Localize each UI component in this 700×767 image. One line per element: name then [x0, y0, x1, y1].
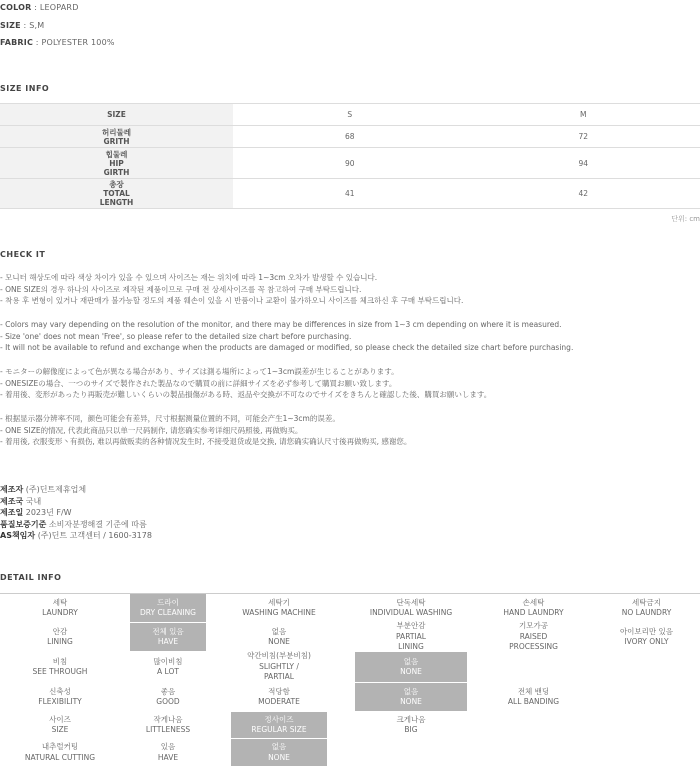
detail-label-en: SIZE	[52, 725, 69, 736]
detail-option	[593, 712, 700, 738]
table-row	[0, 179, 700, 209]
detail-label-en: A LOT	[157, 667, 179, 678]
fabric-value: POLYESTER 100%	[41, 38, 114, 47]
detail-label-ko: 정사이즈	[265, 715, 294, 726]
detail-option	[130, 739, 206, 766]
detail-option	[593, 683, 700, 711]
check-line: - Colors may vary depending on the resolution of the monitor, and there may be differences in size from 1~3 cm depending on where it is measured.	[0, 319, 573, 331]
detail-label-en: PROCESSING	[509, 642, 558, 653]
detail-label-ko: 손세탁	[523, 598, 545, 609]
detail-label-ko: 안감	[53, 627, 68, 638]
detail-label-ko: 기모가공	[519, 621, 548, 632]
detail-label-en: INDIVIDUAL WASHING	[370, 608, 452, 619]
detail-label-en: GOOD	[156, 697, 179, 708]
detail-label-en: LAUNDRY	[42, 608, 78, 619]
detail-category	[0, 594, 120, 622]
detail-option	[130, 683, 206, 711]
detail-label-ko: 없음	[404, 687, 419, 698]
table-row	[0, 148, 700, 179]
detail-label-en: RAISED	[520, 632, 548, 643]
detail-option	[130, 712, 206, 738]
detail-label-en: NONE	[268, 637, 290, 648]
size-header-label: SIZE	[0, 104, 233, 126]
detail-label-ko: 내추럴커팅	[42, 742, 78, 753]
detail-label-ko: 아이보리만 있음	[620, 627, 673, 638]
detail-row	[0, 739, 700, 767]
detail-label-ko: 드라이	[157, 598, 179, 609]
size-info-title: SIZE INFO	[0, 84, 49, 93]
detail-option	[471, 739, 596, 766]
detail-option	[231, 594, 327, 622]
detail-label-ko: 약간비침(부분비침)	[247, 651, 311, 662]
row-label-en: LENGTH	[0, 198, 233, 207]
cell-m: 94	[467, 148, 700, 179]
detail-option	[593, 623, 700, 651]
detail-option-selected	[355, 683, 467, 711]
detail-label-en: WASHING MACHINE	[242, 608, 315, 619]
size-header-s: S	[233, 104, 467, 126]
row-label	[0, 179, 233, 209]
check-line: - ONE SIZE的情况, 代表此商品只以单一尺码制作, 请您确实参考详细尺码照後, 再做购买。	[0, 425, 411, 437]
check-line: - 着用後, 衣服变形丶有损伤, 难以再做贩卖的各种情况发生时, 不接受退货或是交换, 请您确实确认尺寸後再做购买, 感谢您。	[0, 436, 411, 448]
cell-m: 72	[467, 126, 700, 148]
check-chinese	[0, 413, 411, 448]
detail-label-en: NONE	[268, 753, 290, 764]
detail-grid	[0, 593, 700, 767]
maker-line	[0, 507, 152, 519]
detail-label-en: SEE THROUGH	[33, 667, 88, 678]
detail-label-en: PARTIAL	[396, 632, 426, 643]
detail-option	[593, 594, 700, 622]
detail-row	[0, 712, 700, 739]
check-line: - Size 'one' does not mean 'Free', so please refer to the detailed size chart before purchasing.	[0, 331, 573, 343]
check-line: - ONESIZEの場合、一つのサイズで製作された製品なので購買の前に詳細サイズを必ず参考して購買お願い致します。	[0, 378, 491, 390]
detail-label-en: DRY CLEANING	[140, 608, 196, 619]
detail-label-en: LITTLENESS	[146, 725, 190, 736]
detail-option	[471, 683, 596, 711]
cell-s: 90	[233, 148, 467, 179]
row-label-en: GIRTH	[0, 168, 233, 177]
detail-label-en: LINING	[47, 637, 73, 648]
check-line: - It will not be available to refund and exchange when the products are damaged or modified, so please check the detailed size chart before purchasing.	[0, 342, 573, 354]
detail-label-en: HAVE	[158, 753, 178, 764]
color-info: COLOR : LEOPARD	[0, 3, 79, 12]
detail-option	[130, 652, 206, 682]
fabric-info: FABRIC : POLYESTER 100%	[0, 38, 115, 47]
detail-label-en: REGULAR SIZE	[251, 725, 306, 736]
detail-label-ko: 신축성	[49, 687, 71, 698]
detail-option	[471, 594, 596, 622]
detail-option	[355, 712, 467, 738]
maker-label: 제조자	[0, 485, 23, 494]
maker-value: (주)딘트 고객센터 / 1600-3178	[38, 531, 152, 540]
detail-option	[593, 652, 700, 682]
detail-label-en: NONE	[400, 697, 422, 708]
detail-option-selected	[355, 652, 467, 682]
row-label-en: TOTAL	[0, 189, 233, 198]
detail-option	[355, 623, 467, 651]
color-label: COLOR	[0, 3, 31, 12]
detail-label-en: PARTIAL	[264, 672, 294, 683]
detail-label-ko: 없음	[272, 627, 287, 638]
size-table-header	[0, 104, 700, 126]
detail-label-ko: 부분안감	[397, 621, 426, 632]
detail-info-title: DETAIL INFO	[0, 573, 61, 582]
row-label-ko: 허리둘레	[0, 128, 233, 137]
detail-label-en: BIG	[404, 725, 417, 736]
row-label	[0, 148, 233, 179]
unit-note: 단위: cm	[671, 214, 700, 224]
detail-option-selected	[130, 623, 206, 651]
detail-option	[471, 712, 596, 738]
check-line: - 根据显示器分辨率不同，颜色可能会有差异，尺寸根据测量位置的不同，可能会产生1~3cm的误差。	[0, 413, 411, 425]
maker-value: 국내	[26, 497, 41, 506]
maker-label: 제조일	[0, 508, 23, 517]
detail-row	[0, 623, 700, 652]
detail-label-en: ALL BANDING	[508, 697, 559, 708]
detail-option-selected	[130, 594, 206, 622]
detail-label-en: IVORY ONLY	[624, 637, 668, 648]
detail-label-ko: 없음	[272, 742, 287, 753]
row-label-en: HIP	[0, 159, 233, 168]
maker-value: 2023년 F/W	[26, 508, 72, 517]
detail-label-ko: 작게나옴	[154, 715, 183, 726]
detail-label-ko: 사이즈	[49, 715, 71, 726]
detail-option	[593, 739, 700, 766]
size-value: S,M	[29, 21, 44, 30]
maker-label: 품질보증기준	[0, 520, 46, 529]
detail-label-en: FLEXIBILITY	[38, 697, 82, 708]
maker-value: 소비자분쟁해결 기준에 따름	[49, 520, 147, 529]
detail-label-ko: 좋음	[161, 687, 176, 698]
row-label-ko: 총장	[0, 180, 233, 189]
maker-info	[0, 484, 152, 542]
detail-category	[0, 683, 120, 711]
detail-category	[0, 712, 120, 738]
check-line: - 착용 후 변형이 있거나 재판매가 불가능할 정도의 제품 훼손이 있을 시 반품이나 교환이 불가하오니 사이즈를 체크하신 후 구매 부탁드립니다.	[0, 295, 463, 307]
color-value: LEOPARD	[40, 3, 79, 12]
maker-label: 제조국	[0, 497, 23, 506]
detail-option-selected	[231, 712, 327, 738]
row-label-ko: 힙둘레	[0, 150, 233, 159]
detail-option	[231, 623, 327, 651]
row-label-en: GRITH	[0, 137, 233, 146]
detail-label-en: SLIGHTLY /	[259, 662, 299, 673]
detail-label-en: NATURAL CUTTING	[25, 753, 95, 764]
detail-category	[0, 652, 120, 682]
detail-label-ko: 적당함	[268, 687, 290, 698]
check-line: - 着用後、変形があったり再販売が難しいくらいの製品損傷がある時、返品や交換が不可なのでサイズをきちんと確認した後、購買お願いします。	[0, 389, 491, 401]
cell-m: 42	[467, 179, 700, 209]
table-row	[0, 126, 700, 148]
maker-line	[0, 530, 152, 542]
size-info-line: SIZE : S,M	[0, 21, 44, 30]
check-japanese	[0, 366, 491, 401]
detail-option	[471, 652, 596, 682]
detail-row	[0, 652, 700, 683]
detail-row	[0, 683, 700, 712]
row-label	[0, 126, 233, 148]
size-label: SIZE	[0, 21, 21, 30]
detail-label-ko: 단독세탁	[397, 598, 426, 609]
maker-line	[0, 496, 152, 508]
detail-label-ko: 많이비침	[154, 657, 183, 668]
detail-option-selected	[231, 739, 327, 766]
detail-label-ko: 세탁금지	[632, 598, 661, 609]
detail-label-en: LINING	[398, 642, 424, 653]
detail-category	[0, 739, 120, 766]
maker-label: AS책임자	[0, 531, 35, 540]
detail-option	[231, 683, 327, 711]
detail-label-en: MODERATE	[258, 697, 300, 708]
detail-category	[0, 623, 120, 651]
maker-line	[0, 484, 152, 496]
check-korean	[0, 272, 463, 307]
check-line: - 모니터 해상도에 따라 색상 차이가 있을 수 있으며 사이즈는 재는 위치에 따라 1~3cm 오차가 발생할 수 있습니다.	[0, 272, 463, 284]
detail-label-en: HAND LAUNDRY	[503, 608, 563, 619]
detail-label-ko: 전체 밴딩	[518, 687, 549, 698]
detail-option	[355, 739, 467, 766]
cell-s: 68	[233, 126, 467, 148]
detail-label-en: NONE	[400, 667, 422, 678]
maker-value: (주)딘트제휴업체	[26, 485, 86, 494]
detail-label-ko: 크게나옴	[397, 715, 426, 726]
detail-row	[0, 594, 700, 623]
detail-label-ko: 전체 있음	[152, 627, 183, 638]
detail-label-en: HAVE	[158, 637, 178, 648]
detail-label-ko: 세탁기	[268, 598, 290, 609]
size-header-m: M	[467, 104, 700, 126]
check-line: - ONE SIZE의 경우 하나의 사이즈로 제작된 제품이므로 구매 전 상세사이즈를 꼭 참고하여 구매 부탁드립니다.	[0, 284, 463, 296]
detail-label-en: NO LAUNDRY	[622, 608, 672, 619]
detail-label-ko: 세탁	[53, 598, 68, 609]
detail-label-ko: 비침	[53, 657, 68, 668]
check-it-title: CHECK IT	[0, 250, 45, 259]
fabric-label: FABRIC	[0, 38, 33, 47]
maker-line	[0, 519, 152, 531]
detail-option	[355, 594, 467, 622]
cell-s: 41	[233, 179, 467, 209]
size-table	[0, 103, 700, 209]
check-english	[0, 319, 573, 354]
detail-label-ko: 있음	[161, 742, 176, 753]
detail-option	[471, 623, 596, 651]
detail-label-ko: 없음	[404, 657, 419, 668]
check-line: - モニターの解像度によって色が異なる場合があり、サイズは測る場所によって1~3cm誤差が生じることがあります。	[0, 366, 491, 378]
detail-option	[231, 652, 327, 682]
